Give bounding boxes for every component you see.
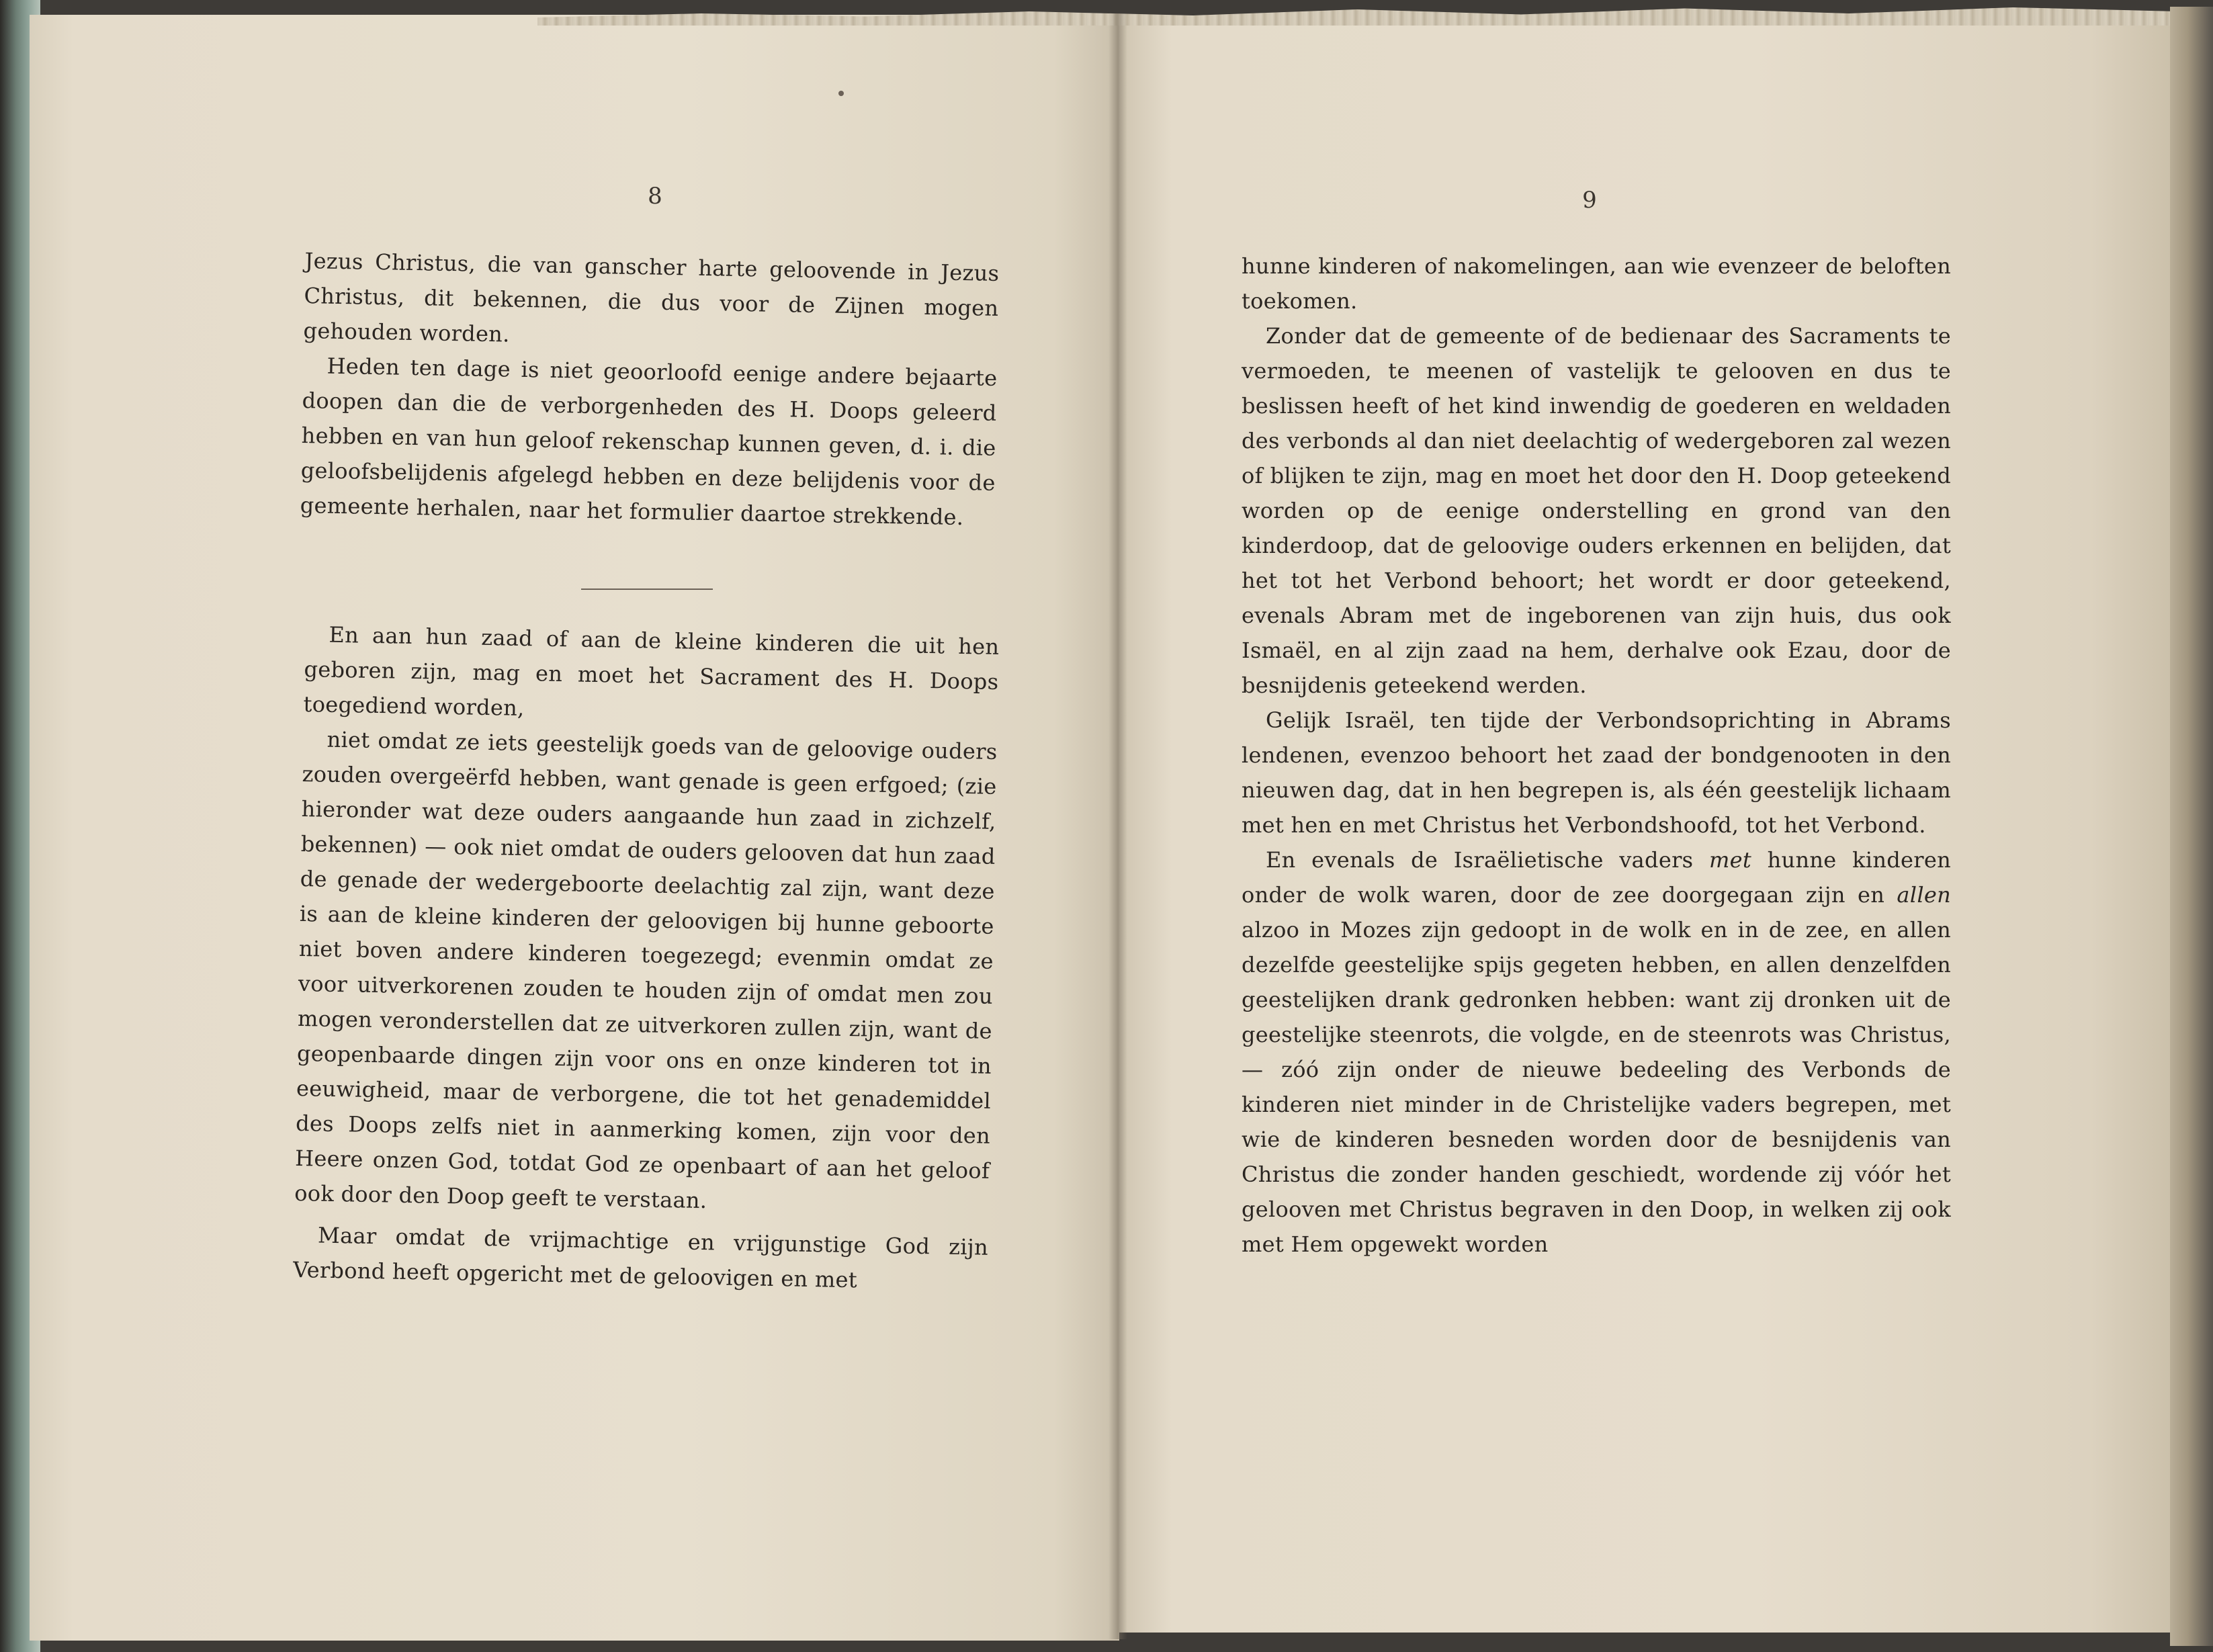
left-text-block-1 [300,243,999,535]
page-number-right: 9 [1582,187,1597,214]
left-text-block-2 [293,617,1000,1300]
paragraph: En aan hun zaad of aan de kleine kinderen die uit hen geboren zijn, mag en moet het Sacrament des H. Doops toegediend worden, [303,621,1000,722]
paragraph [1242,842,1951,1262]
text-run: hunne kinderen onder de wolk waren, door de zee doorgegaan zijn en [1242,847,1952,908]
paragraph: Jezus Christus, die van ganscher harte geloovende in Jezus Christus, dit bekennen, die dus voor de Zijnen mogen gehouden worden. [303,247,1000,347]
paragraph: hunne kinderen of nakomelingen, aan wie evenzeer de beloften toekomen. [1242,253,1951,314]
paragraph: Maar omdat de vrijmachtige en vrijgunstige God zijn Verbond heeft opgericht met de geloovigen en met [292,1222,989,1293]
paragraph: Heden ten dage is niet geoorloofd eenige andere bejaarte doopen dan die de verborgenheden des H. Doops geleerd hebben en van hun geloof rekenschap kunnen geven, d. i. die geloofsbelijdenis afgelegd hebben en deze belijdenis voor de gemeente herhalen, naar het formulier daartoe strekkende. [300,353,998,531]
deckled-top-edge [537,5,2177,26]
text-run: En evenals de Israëlietische vaders [1266,847,1694,873]
paragraph: Gelijk Israël, ten tijde der Verbondsoprichting in Abrams lendenen, evenzoo behoort het zaad der bondgenooten in den nieuwen dag, dat in hen begrepen is, als één geestelijk lichaam met hen en met Christus het Verbondshoofd, tot het Verbond. [1242,707,1951,838]
pencil-dot [838,91,844,96]
italic-word: met [1709,847,1752,873]
page-edges-right [2170,7,2213,1646]
text-run: alzoo in Mozes zijn gedoopt in de wolk en in de zee, en allen dezelfde geestelijke spijs gegeten hebben, en allen denzelfden geestelijken drank gedronken hebben: want zij dronken uit de geestelijke steenrots, die volgde, en de steenrots was Christus, — zóó zijn onder de nieuwe bedeeling des Verbonds de kinderen niet minder in de Christelijke vaders begrepen, met wie de kinderen besneden worden door de besnijdenis van Christus die zonder handen geschiedt, wordende zij vóór het gelooven met Christus begraven in den Doop, in welken zij ook met Hem opgewekt worden [1242,917,1951,1257]
paragraph: niet omdat ze iets geestelijk goeds van de geloovige ouders zouden overgeërfd hebben, want genade is geen erfgoed; (zie hieronder wat deze ouders aangaande hun zaad in zichzelf, bekennen) — ook niet omdat de ouders gelooven dat hun zaad de genade der wedergeboorte deelachtig zal zijn, want deze is aan de kleine kinderen der geloovigen bij hunne geboorte niet boven andere kinderen toegezegd; evenmin omdat ze voor uitverkorenen zouden te houden zijn of omdat men zou mogen veronderstellen dat ze uitverkoren zullen zijn, want de geopenbaarde dingen zijn voor ons en onze kinderen tot in eeuwigheid, maar de verborgene, die tot het genademiddel des Doops zelfs niet in aanmerking komen, zijn voor den Heere onzen God, totdat God ze openbaart of aan het geloof ook door den Doop geeft te verstaan. [294,726,998,1214]
page-number-left: 8 [648,183,662,210]
binding-gutter [1109,13,1127,1639]
italic-word: allen [1897,882,1951,908]
paragraph: Zonder dat de gemeente of de bedienaar des Sacraments te vermoeden, te meenen of vastelijk te gelooven en dus te beslissen heeft of het kind inwendig de goederen en weldaden des verbonds al dan niet deelachtig of wedergeboren zal wezen of blijken te zijn, mag en moet het door den H. Doop geteekend worden op de eenige onderstelling en grond van den kinderdoop, dat de geloovige ouders erkennen en belijden, dat het tot het Verbond behoort; het wordt er door geteekend, evenals Abram met de ingeborenen van zijn huis, dus ook Ismaël, en al zijn zaad na hem, derhalve ook Ezau, door de besnijdenis geteekend werden. [1242,323,1951,698]
right-text-block [1242,249,1951,1262]
section-divider [581,589,713,590]
